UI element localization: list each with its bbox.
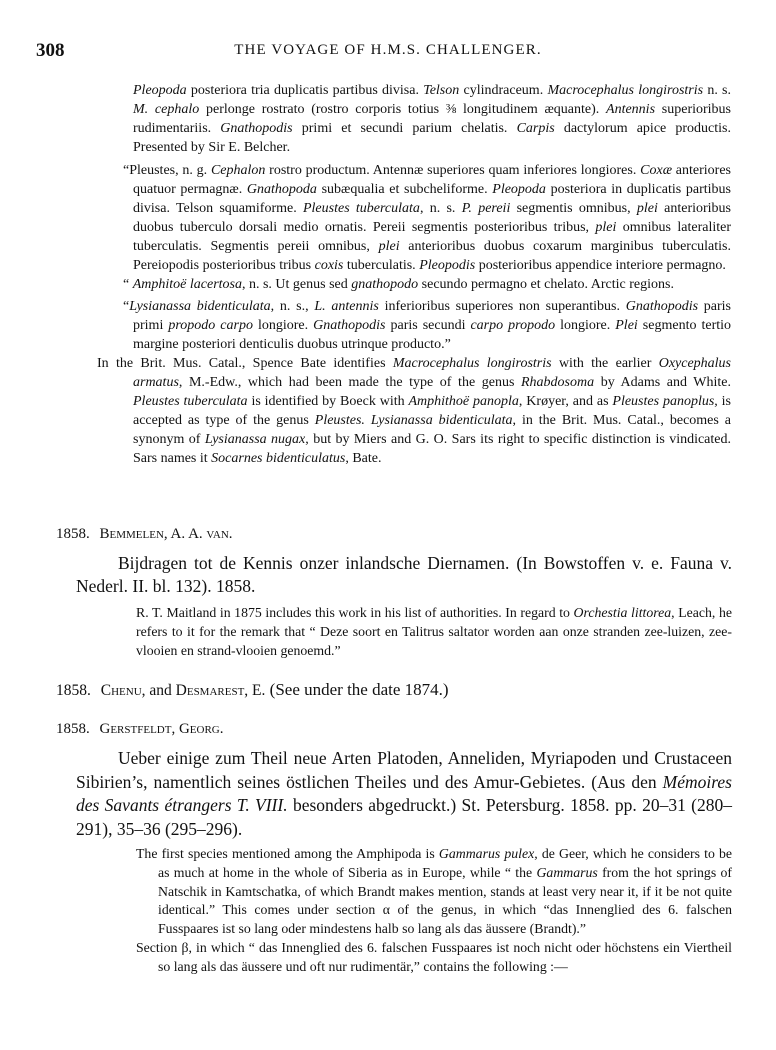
text-italic: L. antennis xyxy=(314,299,379,314)
text-italic: Orchestia littorea xyxy=(573,605,672,620)
text-italic: plei xyxy=(636,201,658,216)
text: , n. s. Ut genus sed xyxy=(241,277,352,292)
text: dactylorum apice productis. Presented by Sir E. Belcher. xyxy=(133,121,731,155)
text: anterioribus duobus tuberculo dorsali medio ornatis. Pereii segmentis posterioribus tribus, xyxy=(133,201,731,235)
text: posteriora tria duplicatis partibus divisa. xyxy=(186,83,424,98)
paragraph-lysianassa xyxy=(103,297,731,354)
text-italic: Gnathopodis xyxy=(625,299,699,314)
text: , is accepted as type of the genus xyxy=(133,394,731,428)
text-italic: propodo carpo xyxy=(168,318,253,333)
quoted-diagnoses xyxy=(97,81,732,468)
text: “ xyxy=(123,277,133,292)
text-italic: carpo propodo xyxy=(470,318,556,333)
entry-year: 1858. xyxy=(56,526,90,542)
text: “ xyxy=(123,299,130,314)
text-italic: Rhabdosoma xyxy=(520,375,595,390)
text: n. s. xyxy=(703,83,732,98)
text-italic: Pleopodis xyxy=(419,258,476,273)
entry-heading-bemmelen xyxy=(56,526,233,543)
text: paris secundi xyxy=(385,318,471,333)
text: , Bate. xyxy=(345,451,382,466)
text: posterioribus appendice interiore permagno. xyxy=(475,258,726,273)
text: , in the Brit. Mus. Catal., becomes a synonym of xyxy=(133,413,731,447)
text: tuberculatis. xyxy=(343,258,420,273)
note-gammarus xyxy=(136,845,732,939)
text-italic: plei xyxy=(595,220,617,235)
text-italic: Telson xyxy=(423,83,460,98)
entry-author: Desmarest, E. xyxy=(175,682,266,699)
entry-author: Chenu xyxy=(100,682,142,699)
text-italic: Pleopoda xyxy=(133,83,187,98)
text-italic: Gnathopodis xyxy=(313,318,386,333)
text-italic: plei xyxy=(378,239,400,254)
entry-notes-gerstfeldt xyxy=(136,845,732,977)
text: (See under the date 1874.) xyxy=(265,680,449,699)
entry-author: Gerstfeldt, Georg. xyxy=(99,721,224,737)
text-italic: Gnathopodis xyxy=(220,121,293,136)
page-number: 308 xyxy=(36,40,65,61)
text-italic: Amphithoë panopla xyxy=(408,394,519,409)
text: longiore. xyxy=(252,318,314,333)
text: anteriores quatuor permagnæ. xyxy=(133,163,732,197)
text-italic: Lysianassa bidenticulata xyxy=(129,299,271,314)
text-italic: gnathopodo xyxy=(351,277,419,292)
text-italic: P. pereii xyxy=(461,201,511,216)
text: The first species mentioned among the Amphipoda is xyxy=(136,846,439,861)
text-italic: Amphitoë lacertosa xyxy=(132,277,242,292)
entry-heading-gerstfeldt xyxy=(56,721,223,738)
text-italic: Macrocephalus longirostris xyxy=(547,83,704,98)
paragraph-pleustes xyxy=(103,161,731,275)
text: R. T. Maitland in 1875 includes this work in his list of authorities. In regard to xyxy=(136,605,574,620)
text: , M.-Edw., which had been made the type of the genus xyxy=(178,375,521,390)
text-italic: Cephalon xyxy=(210,163,266,178)
text-italic: Pleustes. Lysianassa bidenticulata xyxy=(314,413,513,428)
paragraph-commentary xyxy=(97,354,731,468)
entry-title-bemmelen: Bijdragen tot de Kennis onzer inlandsche Diernamen. (In Bowstoffen v. e. Fauna v. Nederl. II. bl. 132). 1858. xyxy=(76,553,732,596)
text: subæqualia et subcheliforme. xyxy=(316,182,493,197)
text-italic: Coxæ xyxy=(640,163,673,178)
text-italic: Gammarus xyxy=(536,864,598,880)
text-italic: Pleopoda xyxy=(492,182,546,197)
text: besonders abgedruckt.) St. Petersburg. 1858. pp. 20–31 (280–291), 35–36 (295–296). xyxy=(76,795,732,839)
text: In the Brit. Mus. Catal., Spence Bate identifies xyxy=(97,356,393,371)
text-italic: M. cephalo xyxy=(133,102,200,117)
text: with the earlier xyxy=(551,356,659,371)
running-head xyxy=(36,40,740,64)
entry-year: 1858. xyxy=(56,721,90,737)
text-italic: Oxycephalus armatus xyxy=(133,356,732,390)
text: “Pleustes, n. g. xyxy=(123,163,211,178)
text-italic: Pleustes tuberculata xyxy=(302,201,420,216)
text: , Krøyer, and as xyxy=(518,394,613,409)
paragraph-macrocephalus xyxy=(93,81,731,157)
text: inferioribus superiores non superantibus. xyxy=(378,299,626,314)
text: posteriora in duplicatis partibus divisa. Telson squamiforme. xyxy=(133,182,731,216)
text-italic: Carpis xyxy=(516,121,555,136)
text-italic: Antennis xyxy=(606,102,656,117)
entry-year: 1858. xyxy=(56,682,91,699)
text: primi et secundi parium chelatis. xyxy=(292,121,517,136)
text-italic: coxis xyxy=(314,258,344,273)
text: omnibus lateraliter tuberculatis. Segmentis pereii omnibus, xyxy=(133,220,731,254)
text: segmento tertio margine posteriori denticulis duobus utrinque producto.” xyxy=(133,318,732,352)
text: is identified by Boeck with xyxy=(247,394,409,409)
text: cylindraceum. xyxy=(459,83,548,98)
note-section-beta: Section β, in which “ das Innenglied des 6. falschen Fusspaares ist noch nicht oder höchstens ein Viertheil so lang als das äussere und oft nur rudimentär,” contains the following :— xyxy=(136,939,732,974)
text: from the hot springs of Natschik in Kamtschatka, of which Brandt makes mention, stands at least very near it, if it be not quite identical.” This comes under section α of the genus, in which “das Innenglied des 6. falschen Fusspaares ist so lang oder mindestens halb so lang als das äussere (Brandt).” xyxy=(158,864,732,937)
text: longiore. xyxy=(555,318,616,333)
text: , Leach, he refers to it for the remark that “ Deze soort en Talitrus saltator worden aan onze stranden zee-luizen, zee-vlooien en strand-vlooien genoemd.” xyxy=(136,605,732,658)
text: , and xyxy=(141,682,176,699)
text-italic: Macrocephalus longirostris xyxy=(392,356,552,371)
text: , but by Miers and G. O. Sars its right to specific distinction is vindicated. Sars names it xyxy=(133,432,732,466)
text-italic: Socarnes bidenticulatus xyxy=(211,451,346,466)
paragraph-amphitoe xyxy=(103,275,731,294)
entry-title-gerstfeldt xyxy=(76,747,732,841)
text-italic: Plei xyxy=(615,318,638,333)
text: Ueber einige zum Theil neue Arten Platoden, Anneliden, Myriapoden und Crustaceen Sibirien’s, namentlich seines östlichen Theiles und des Amur-Gebietes. (Aus den xyxy=(76,748,732,792)
entry-heading-chenu xyxy=(56,680,449,700)
text: rostro productum. Antennæ superiores quam inferiores longiores. xyxy=(265,163,641,178)
text: , n. s., xyxy=(270,299,315,314)
text-italic: Pleustes tuberculata xyxy=(133,394,248,409)
text-italic: Gnathopoda xyxy=(246,182,317,197)
text-italic: Gammarus pulex xyxy=(438,846,535,861)
text-italic: Pleustes panoplus xyxy=(612,394,715,409)
text: , n. s. xyxy=(419,201,462,216)
text: , de Geer, which he considers to be as much at home in the whole of Siberia as in Europe, while “ the xyxy=(158,846,733,880)
entry-note-bemmelen xyxy=(136,604,732,660)
entry-author: Bemmelen, A. A. van. xyxy=(99,526,233,542)
text: segmentis omnibus, xyxy=(510,201,637,216)
text: secundo permagno et chelato. Arctic regions. xyxy=(418,277,674,292)
text: superioribus rudimentariis. xyxy=(133,102,731,136)
text-italic: Lysianassa nugax xyxy=(204,432,306,447)
running-title: THE VOYAGE OF H.M.S. CHALLENGER. xyxy=(234,42,542,58)
text-italic: Mémoires des Savants étrangers T. VIII. xyxy=(76,771,732,815)
text: perlonge rostrato (rostro corporis totius ⅜ longitudinem æquante). xyxy=(199,102,607,117)
text: paris primi xyxy=(133,299,732,333)
text: by Adams and White. xyxy=(594,375,731,390)
text: anterioribus duobus coxarum marginibus tuberculatis. Pereiopodis posterioribus tribus xyxy=(133,239,731,273)
